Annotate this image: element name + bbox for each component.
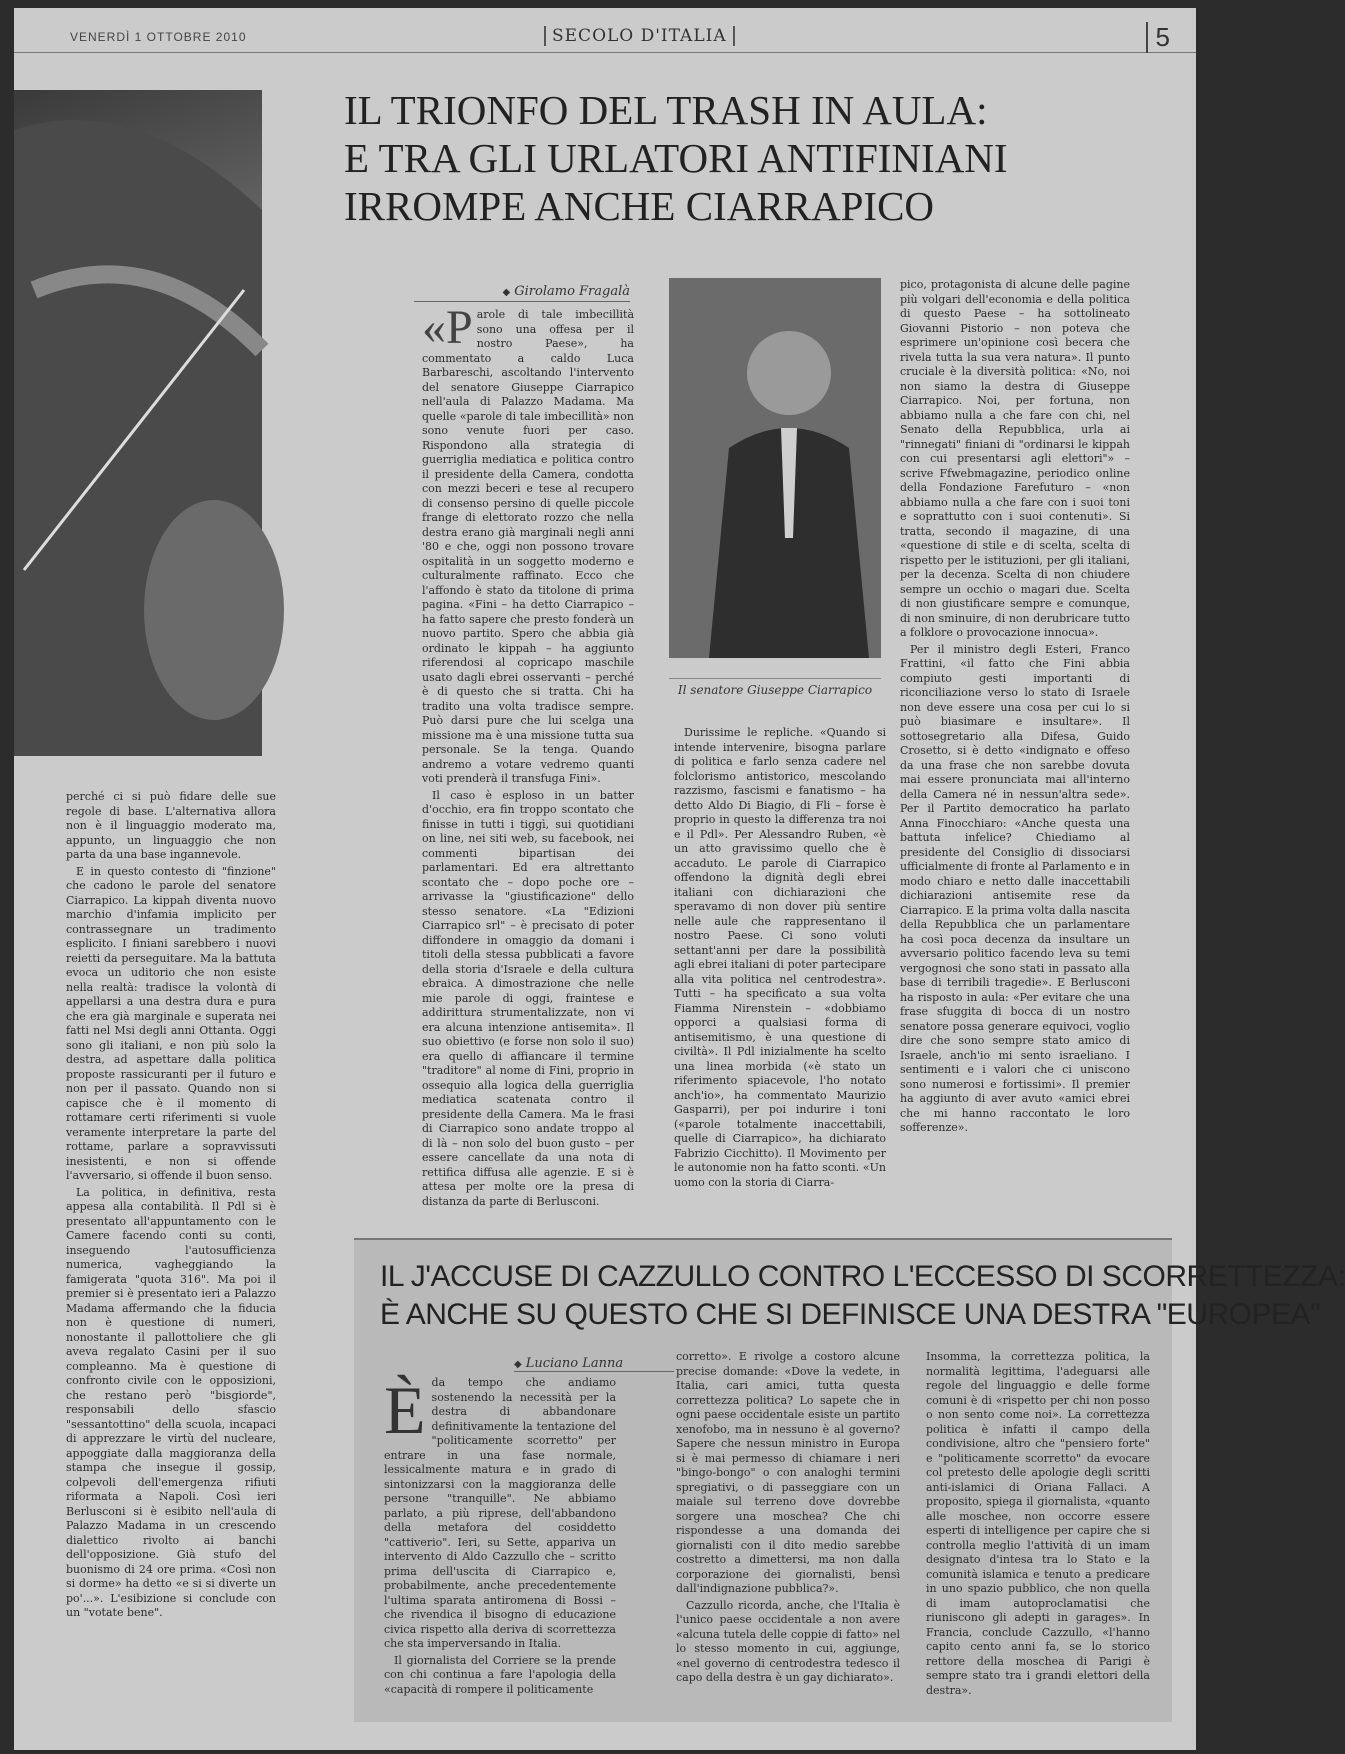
paragraph: E in questo contesto di "finzione" che cadono le parole del senatore Ciarrapico. La kippah diventa nuovo marchio d'infamia implicito per contrassegnare un tradimento esplicito. I finiani sarebbero i nuovi reietti da perseguitare. Ma la battuta evoca un uditorio che non esiste nella realtà: tradisce la volontà di appellarsi a una destra dura e pura che era già marginale e superata nei fatti nel Msi degli anni Ottanta. Oggi sono gli italiani, e non più solo la destra, ad aspettare dalla politica proposte rassicuranti per il futuro e non per il passato. Quando non si capisce che è il momento di rottamare certi riferimenti si vuole veramente interpretare la parte del rottame, parlare a sopravvissuti inesistenti, e non si offende l'avversario, si offende il buon senso.	[66, 864, 276, 1182]
article-column-1	[66, 790, 276, 1730]
ciarrapico-photo	[669, 278, 881, 658]
paragraph: corretto». E rivolge a costoro alcune precise domande: «Dove la vedete, in Italia, cari amici, tutta questa correttezza politica? Lo sapete che in ogni paese occidentale esiste un partito xenofobo, ma in nessuno è al governo? Sapere che nessun ministro in Europa si è mai permesso di chiamare i neri "bingo-bongo" o con analoghi termini spregiativi, o di passeggiare con un maiale sul terreno dove dovrebbe sorgere una moschea? Che chi rispondesse a una domanda dei giornalisti con il dito medio sarebbe costretto a dimettersi, ma non dalla corporazione dei giornalisti, bensì dall'indignazione pubblica?».	[676, 1350, 900, 1595]
boxed-headline	[380, 1258, 1345, 1334]
issue-date: VENERDÌ 1 OTTOBRE 2010	[70, 30, 247, 44]
boxed-column-3	[926, 1350, 1150, 1710]
headline-line: IRROMPE ANCHE CIARRAPICO	[344, 183, 935, 229]
article-byline	[414, 284, 630, 302]
photo-caption: Il senatore Giuseppe Ciarrapico	[669, 678, 881, 697]
headline-line: È ANCHE SU QUESTO CHE SI DEFINISCE UNA DESTRA "EUROPEA"	[380, 1298, 1321, 1331]
paragraph: perché ci si può fidare delle sue regole di base. L'alternativa allora non è il linguaggio moderato ma, appunto, un linguaggio che non parta da una base ingannevole.	[66, 790, 276, 861]
paragraph: Durissime le repliche. «Quando si intende intervenire, bisogna parlare di politica e farlo senza cadere nel folclorismo antistorico, mescolando razzismo, fascismi e fanatismo – ha detto Aldo Di Biagio, di Fli – forse è proprio in questo la differenza tra noi e il Pdl». Per Alessandro Ruben, «è un atto gravissimo quello che è accaduto. Le parole di Ciarrapico offendono la dignità degli ebrei italiani con dichiarazioni che speravamo di non dover più sentire nelle aule che rappresentano il nostro Paese. Ci sono voluti settant'anni per dare la possibilità agli ebrei italiani di poter partecipare alla vita politica nel centrodestra». Tutti – ha specificato a sua volta Fiamma Nirenstein – «dobbiamo opporci a qualsiasi forma di antisemitismo, è una questione di civiltà». Il Pdl inizialmente ha scelto una linea morbida («è stato un riferimento spiacevole, l'ho notato anch'io», ha commentato Maurizio Gasparri), per poi indurire i toni («parole totalmente inaccettabili, quelle di Ciarrapico», ha dichiarato Fabrizio Cicchitto). Il Movimento per le autonomie non ha fatto sconti. «Un uomo con la storia di Ciarra-	[674, 726, 886, 1189]
headline-line: E TRA GLI URLATORI ANTIFINIANI	[344, 135, 1008, 181]
article-column-4	[900, 278, 1130, 1228]
paragraph: Per il ministro degli Esteri, Franco Frattini, «il fatto che Fini abbia compiuto gesti importanti di riconciliazione verso lo stato di Israele non deve essere una cosa per cui lo si può biasimare e insultare». Il sottosegretario alla Difesa, Guido Crosetto, si è detto «indignato e offeso da una frase che non sarebbe dovuta mai essere pronunciata mai all'interno della Camera né in nessun'altra sede». Per il Partito democratico ha parlato Anna Finocchiaro: «Anche questa una battuta infelice? Chiediamo al presidente del Consiglio di dissociarsi ufficialmente di fronte al Parlamento e in modo chiaro e netto dalle inaccettabili dichiarazioni antisemite rese da Ciarrapico. E la prima volta dalla nascita della Repubblica che un parlamentare ha così poca decenza da insultare un avversario politico facendo leva su temi vergognosi che sono stati in passato alla base di terribili tragedie». E Berlusconi ha risposto in aula: «Per evitare che una frase sfuggita di bocca di un nostro senatore possa generare equivoci, voglio dire che sono sempre stato amico di Israele, anch'io mi sento israeliano. I sentimenti e i valori che ci uniscono sono numerosi e fortissimi». Il premier ha aggiunto di aver avuto «amici ebrei che mi hanno raccontato le loro sofferenze».	[900, 642, 1130, 1134]
paper-name: SECOLO D'ITALIA	[544, 26, 735, 46]
paragraph: pico, protagonista di alcune delle pagine più volgari dell'economia e della politica di questo Paese – ha sottolineato Giovanni Pistorio – non poteva che esprimere un'opinione così becera che rivela tutta la sua vera natura». Il punto cruciale è la diversità politica: «No, noi non siamo la destra di Giuseppe Ciarrapico. Noi, per fortuna, non abbiamo nulla a che fare con chi, nel Senato della Repubblica, urla ai "rinnegati" finiani di "ordinarsi le kippah con cui presentarsi agli elettori"» – scrive Ffwebmagazine, periodico online della Fondazione Farefuturo – «non abbiamo nulla a che fare con i suoi toni e soprattutto con i suoi contenuti». Si tratta, secondo il magazine, di una «questione di stile e di scelta, scelta di rispetto per le istituzioni, per gli italiani, per la decenza. Scelta di non chiudere sempre un occhio o magari due. Scelta di non giustificare sempre e comunque, di non sminuire, di non derubricare tutto a folklore o provocazione innocua».	[900, 278, 1130, 639]
headline-line: IL TRIONFO DEL TRASH IN AULA:	[344, 87, 988, 133]
author-name: Girolamo Fragalà	[514, 284, 630, 299]
article-headline	[344, 86, 1184, 230]
left-photo	[14, 90, 262, 756]
drop-cap: È	[384, 1372, 426, 1448]
paragraph: Il giornalista del Corriere se la prende con chi continua a fare l'apologia della «capacità di rompere il politicamente	[384, 1653, 616, 1696]
article-column-2	[422, 301, 634, 1228]
boxed-byline	[514, 1356, 674, 1372]
boxed-column-2	[676, 1350, 900, 1710]
diamond-icon: ◆	[502, 287, 511, 298]
paragraph: La politica, in definitiva, resta appesa alla contabilità. Il Pdl si è presentato all'appuntamento con le Camere facendo conti su conti, inseguendo l'autosufficienza numerica, vagheggiando la famigerata "quota 316". Ma poi il premier si è presentato ieri a Palazzo Madama affermando che la fiducia non è questione di numeri, nonostante il pallottoliere che gli aveva regalato Casini per il suo compleanno. Ma è questione di confronto civile con le opposizioni, che restano però "bisgiorde", responsabili dello sfascio "sessantottino" della scuola, incapaci di apprezzare le virtù del nucleare, appoggiate dalla maggioranza della stampa che insegue il gossip, colpevoli dell'emergenza rifiuti riformata a Napoli. Così ieri Berlusconi si è esibito nell'aula di Palazzo Madama in un crescendo dialettico rivolto ai banchi dell'opposizione. Già stufo del buonismo di 24 ore prima. «Così non si dorme» ha detto «e si si diverte un po'...». L'esibizione si conclude con un "votate bene".	[66, 1185, 276, 1619]
paragraph: Cazzullo ricorda, anche, che l'Italia è l'unico paese occidentale a non avere «alcuna tutela delle coppie di fatto» nel lo stesso momento in cui, aggiunge, «nel governo di centrodestra tedesco il capo della destra è un gay dichiarato».	[676, 1598, 900, 1684]
page-number: 5	[1146, 22, 1170, 53]
paragraph: Èda tempo che andiamo sostenendo la necessità per la destra di abbandonare definitivamente la tentazione del "politicamente scorretto" per entrare in una fase normale, lessicalmente matura e in grado di sintonizzarsi con la maggioranza delle persone "tranquille". Ne abbiamo parlato, a più riprese, dell'abbandono della metafora del cosiddetto "cattiverio". Ieri, su Sette, appariva un intervento di Aldo Cazzullo che – scritto prima dell'uscita di Ciarrapico e, probabilmente, anche precedentemente l'ultima sparata antiromena di Bossi – che rivendica il bisogno di educazione civica rispetto alla deriva di scorrettezza che sta imperversando in Italia.	[384, 1372, 616, 1650]
boxed-column-1	[384, 1372, 616, 1710]
masthead	[14, 8, 1196, 53]
author-name: Luciano Lanna	[525, 1356, 624, 1371]
opening-quote: «P	[422, 301, 473, 354]
article-column-3	[674, 726, 886, 1226]
diamond-icon: ◆	[514, 1359, 522, 1370]
paragraph: «Parole di tale imbecillità sono una offesa per il nostro Paese», ha commentato a caldo Luca Barbareschi, ascoltando l'intervento del senatore Giuseppe Ciarrapico nell'aula di Palazzo Madama. Ma quelle «parole di tale imbecillità» non sono venute fuori per caso. Rispondono alla strategia di guerriglia mediatica e politica contro il presidente della Camera, condotta con mezzi beceri e tese al recupero di consenso persino di quelle piccole frange di elettorato rozzo che nella destra erano già marginali negli anni '80 e che, oggi non possono trovare ospitalità in un soggetto moderno e culturalmente raffinato. Ecco che l'affondo è stato da titolone di prima pagina. «Fini – ha detto Ciarrapico – ha fatto sapere che presto fonderà un nuovo partito. Spero che abbia già ordinato le kippah – ha aggiunto riferendosi al copricapo maschile usato dagli ebrei osservanti – perché è di questo che si tratta. Chi ha tradito una volta tradisce sempre. Può darsi pure che lui scelga una missione ma è una missione tutta sua personale. Se la tenga. Quando andremo a votare vedremo quanti voti prenderà il transfuga Fini».	[422, 301, 634, 785]
headline-line: IL J'ACCUSE DI CAZZULLO CONTRO L'ECCESSO DI SCORRETTEZZA:	[380, 1260, 1345, 1293]
paragraph: Il caso è esploso in un batter d'occhio, era fin troppo scontato che finisse in tutti i tiggì, sui quotidiani on line, nei siti web, su facebook, nei commenti bipartisan dei parlamentari. Ed era altrettanto scontato che – dopo poche ore – arrivasse la "giustificazione" dello stesso senatore. «La "Edizioni Ciarrapico srl" – è precisato di poter diffondere in omaggio da domani i titoli della stessa pubblicati a favore della storia d'Israele e della cultura ebraica. A dimostrazione che nelle mie parole di oggi, fraintese e addirittura strumentalizzate, non vi era alcuna intenzione antisemita». Il suo obiettivo (e forse non solo il suo) era quello di affiancare il termine "traditore" al nome di Fini, proprio in ossequio alla logica della guerriglia mediatica scatenata contro il presidente della Camera. Ma le frasi di Ciarrapico sono andate troppo al di là – non solo del buon gusto – per essere cancellate da una nota di rettifica diffusa alle agenzie. E si è attesa per molte ore la presa di distanza da parte di Berlusconi.	[422, 788, 634, 1208]
paragraph: Insomma, la correttezza politica, la normalità legittima, l'adeguarsi alle regole del linguaggio e delle forme comuni è di «rispetto per chi non posso o non sento come noi». La correttezza politica è infatti il campo della condivisione, altro che "pensiero forte" e "politicamente scorretto" da evocare col pretesto delle apologie degli scritti anti-islamici di Oriana Fallaci. A proposito, spiega il giornalista, «quanto alle moschee, non occorre essere esperti di intelligence per capire che si controlla meglio l'attività di un imam designato d'intesa tra lo Stato e la comunità islamica e tenuto a predicare in uno spazio pubblico, che non quella di imam autoproclamatisi che riuniscono gli adepti in garages». In Francia, conclude Cazzullo, «l'hanno capito cento anni fa, se lo storico rettore della moschea di Parigi è sempre stato tra i grandi elettori della destra».	[926, 1350, 1150, 1697]
newspaper-page	[14, 8, 1345, 1750]
